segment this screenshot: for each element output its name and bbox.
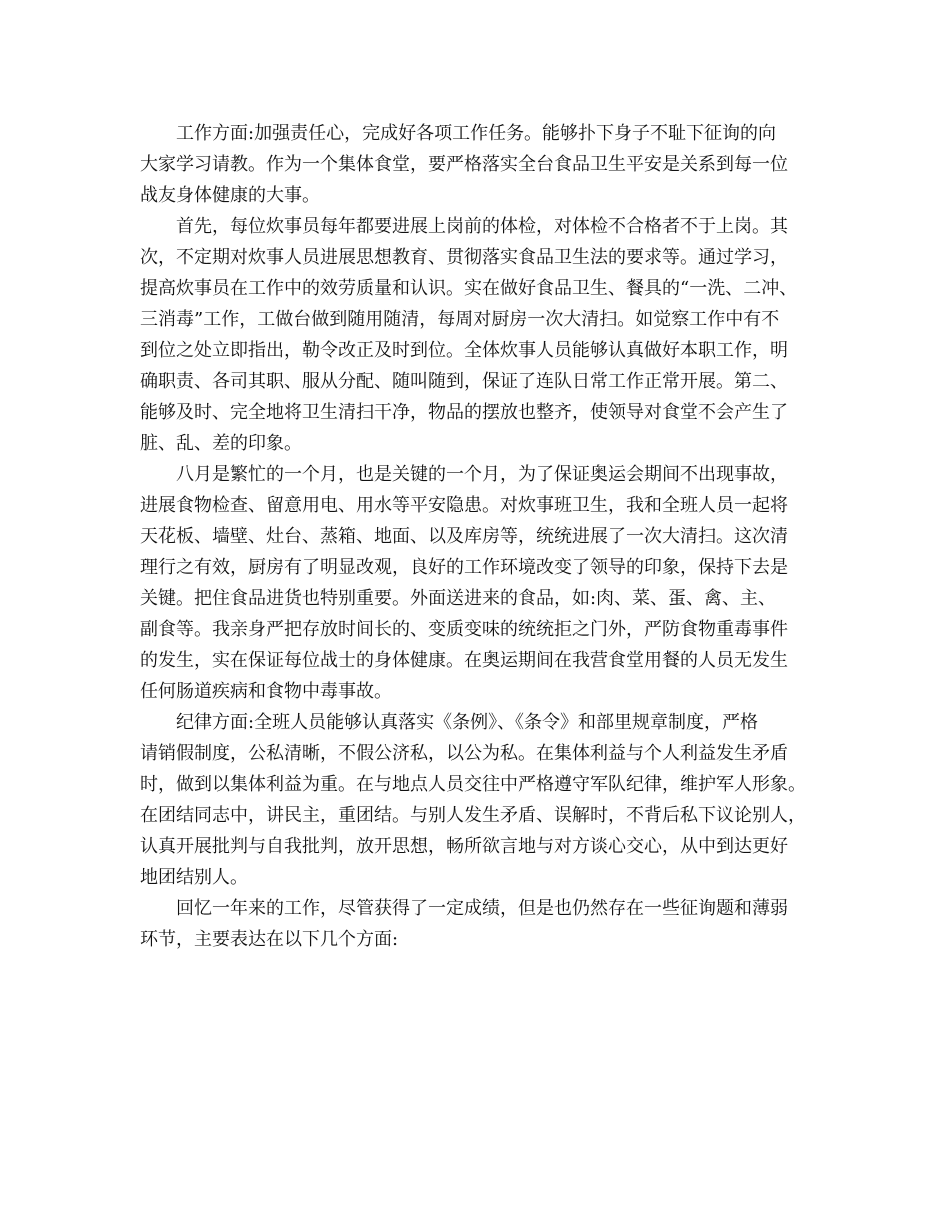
text-line: 三消毒”工作，工做台做到随用随清，每周对厨房一次大清扫。如觉察工作中有不 [140,309,780,330]
document-page [140,118,820,955]
text-line: 在团结同志中，讲民主，重团结。与别人发生矛盾、误解时，不背后私下议论别人， [140,805,806,826]
paragraph-work-aspect [140,118,820,211]
text-line: 大家学习请教。作为一个集体食堂，要严格落实全台食品卫生平安是关系到每一位 [140,154,788,175]
text-line: 战友身体健康的大事。 [140,185,320,206]
text-line: 关键。把住食品进货也特别重要。外面送进来的食品，如:肉、菜、蛋、禽、主、 [140,588,777,609]
text-line: 时，做到以集体利益为重。在与地点人员交往中严格遵守军队纪律，维护军人形象。 [140,774,806,795]
text-line: 任何肠道疾病和食物中毒事故。 [140,681,392,702]
text-line: 工作方面:加强责任心，完成好各项工作任务。能够扑下身子不耻下征询的向 [176,123,777,144]
text-line: 理行之有效，厨房有了明显改观，良好的工作环境改变了领导的印象，保持下去是 [140,557,788,578]
text-line: 次，不定期对炊事人员进展思想教育、贯彻落实食品卫生法的要求等。通过学习， [140,247,788,268]
paragraph-august [140,459,820,707]
text-line: 确职责、各司其职、服从分配、随叫随到，保证了连队日常工作正常开展。第二、 [140,371,788,392]
text-line: 认真开展批判与自我批判，放开思想，畅所欲言地与对方谈心交心，从中到达更好 [140,836,788,857]
text-line: 纪律方面:全班人员能够认真落实《条例》、《条令》和部里规章制度，严格 [176,712,759,733]
text-line: 提高炊事员在工作中的效劳质量和认识。实在做好食品卫生、餐具的“一洗、二冲、 [140,278,798,299]
text-line: 的发生，实在保证每位战士的身体健康。在奥运期间在我营食堂用餐的人员无发生 [140,650,788,671]
text-line: 到位之处立即指出，勒令改正及时到位。全体炊事人员能够认真做好本职工作，明 [140,340,788,361]
text-line: 进展食物检查、留意用电、用水等平安隐患。对炊事班卫生，我和全班人员一起将 [140,495,788,516]
text-line: 地团结别人。 [140,867,248,888]
text-line: 脏、乱、差的印象。 [140,433,302,454]
text-line: 八月是繁忙的一个月，也是关键的一个月，为了保证奥运会期间不出现事故， [176,464,788,485]
text-line: 副食等。我亲身严把存放时间长的、变质变味的统统拒之门外，严防食物重毒事件 [140,619,788,640]
text-line: 回忆一年来的工作，尽管获得了一定成绩，但是也仍然存在一些征询题和薄弱 [176,898,788,919]
text-line: 能够及时、完全地将卫生清扫干净，物品的摆放也整齐，使领导对食堂不会产生了 [140,402,788,423]
paragraph-health-checks [140,211,820,459]
text-line: 请销假制度，公私清晰，不假公济私，以公为私。在集体利益与个人利益发生矛盾 [140,743,788,764]
text-line: 环节，主要表达在以下几个方面: [140,929,399,950]
text-line: 天花板、墙壁、灶台、蒸箱、地面、以及库房等，统统进展了一次大清扫。这次清 [140,526,788,547]
text-line: 首先，每位炊事员每年都要进展上岗前的体检，对体检不合格者不于上岗。其 [176,216,788,237]
paragraph-review [140,893,820,955]
paragraph-discipline [140,707,820,893]
